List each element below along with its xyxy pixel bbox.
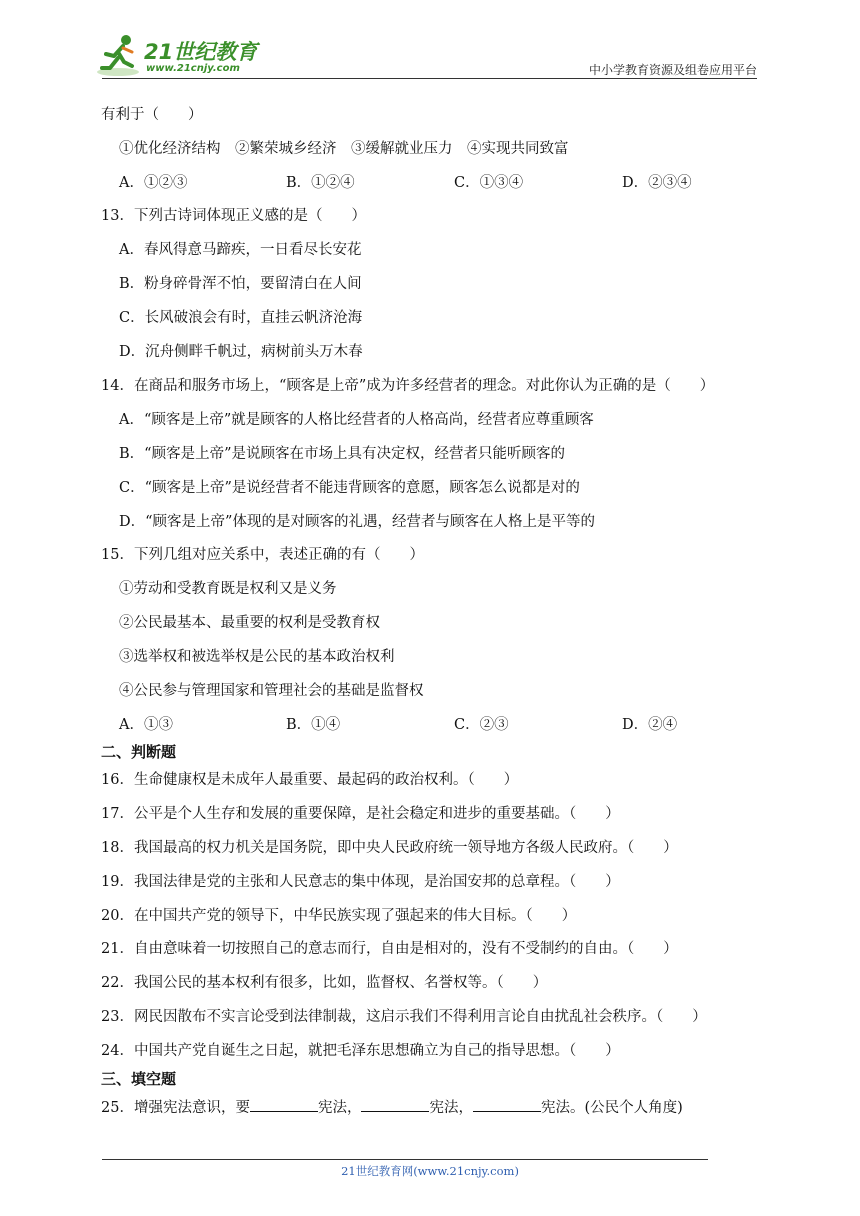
- q25-line: [101, 1097, 683, 1118]
- q25-blank-1[interactable]: [250, 1097, 318, 1112]
- judge-item-20: 20．在中国共产党的领导下，中华民族实现了强起来的伟大目标。（ ）: [101, 908, 577, 924]
- q25-part4: 宪法。(公民个人角度): [540, 1100, 683, 1116]
- q14-option-c: C．“顾客是上帝”是说经营者不能违背顾客的意愿，顾客怎么说都是对的: [119, 480, 580, 496]
- q15-option-c: C．②③: [454, 717, 509, 733]
- q15-option-a: A．①③: [119, 717, 173, 733]
- q25-part1: 25．增强宪法意识，要: [101, 1100, 250, 1116]
- judge-item-24: 24．中国共产党自诞生之日起，就把毛泽东思想确立为自己的指导思想。（ ）: [101, 1043, 620, 1059]
- q12-option-c: C．①③④: [454, 175, 524, 191]
- q12-option-b: B．①②④: [286, 175, 355, 191]
- q13-stem: 13．下列古诗词体现正义感的是（ ）: [101, 208, 366, 224]
- q13-option-d: D．沉舟侧畔千帆过，病树前头万木春: [119, 344, 363, 360]
- q13-option-b: B．粉身碎骨浑不怕，要留清白在人间: [119, 276, 362, 292]
- q14-stem: 14．在商品和服务市场上，“顾客是上帝”成为许多经营者的理念。对此你认为正确的是（ ）: [101, 378, 715, 394]
- q15-item-2: ②公民最基本、最重要的权利是受教育权: [119, 615, 380, 631]
- q12-option-a: A．①②③: [119, 175, 188, 191]
- q13-option-a: A．春风得意马蹄疾，一日看尽长安花: [119, 242, 362, 258]
- logo-title: 21世纪教育: [144, 40, 258, 64]
- q25-blank-3[interactable]: [473, 1097, 541, 1112]
- q12-tail: 有利于（ ）: [101, 107, 203, 123]
- q25-part2: 宪法，: [317, 1100, 362, 1116]
- footer-divider: [102, 1159, 708, 1160]
- q15-option-d: D．②④: [622, 717, 678, 733]
- q15-item-4: ④公民参与管理国家和管理社会的基础是监督权: [119, 683, 424, 699]
- header-divider: [102, 78, 757, 79]
- footer-link[interactable]: 21世纪教育网(www.21cnjy.com): [341, 1164, 519, 1178]
- q25-part3: 宪法，: [429, 1100, 473, 1116]
- q13-option-c: C．长风破浪会有时，直挂云帆济沧海: [119, 310, 363, 326]
- q14-option-d: D．“顾客是上帝”体现的是对顾客的礼遇，经营者与顾客在人格上是平等的: [119, 514, 595, 530]
- judge-item-19: 19．我国法律是党的主张和人民意志的集中体现，是治国安邦的总章程。（ ）: [101, 874, 620, 890]
- page-header: [0, 0, 860, 80]
- logo-url: www.21cnjy.com: [146, 63, 240, 74]
- site-logo: [96, 32, 266, 78]
- section-heading-judge: 二、判断题: [101, 743, 177, 761]
- q12-items: ①优化经济结构 ②繁荣城乡经济 ③缓解就业压力 ④实现共同致富: [119, 141, 569, 157]
- judge-item-23: 23．网民因散布不实言论受到法律制裁，这启示我们不得利用言论自由扰乱社会秩序。（ ）: [101, 1009, 707, 1025]
- platform-label: 中小学教育资源及组卷应用平台: [588, 63, 757, 77]
- q15-item-3: ③选举权和被选举权是公民的基本政治权利: [119, 649, 395, 665]
- judge-item-21: 21．自由意味着一切按照自己的意志而行，自由是相对的，没有不受制约的自由。（ ）: [101, 941, 678, 957]
- q14-option-a: A．“顾客是上帝”就是顾客的人格比经营者的人格高尚，经营者应尊重顾客: [119, 412, 594, 428]
- judge-item-22: 22．我国公民的基本权利有很多，比如，监督权、名誉权等。（ ）: [101, 975, 548, 991]
- q15-stem: 15．下列几组对应关系中，表述正确的有（ ）: [101, 547, 424, 563]
- q15-option-b: B．①④: [286, 717, 341, 733]
- q12-option-d: D．②③④: [622, 175, 692, 191]
- runner-logo-icon: [96, 32, 146, 78]
- judge-item-16: 16．生命健康权是未成年人最重要、最起码的政治权利。（ ）: [101, 772, 519, 788]
- judge-item-18: 18．我国最高的权力机关是国务院，即中央人民政府统一领导地方各级人民政府。（ ）: [101, 840, 678, 856]
- q14-option-b: B．“顾客是上帝”是说顾客在市场上具有决定权，经营者只能听顾客的: [119, 446, 565, 462]
- q15-item-1: ①劳动和受教育既是权利又是义务: [119, 581, 337, 597]
- section-heading-fill: 三、填空题: [101, 1070, 177, 1088]
- judge-item-17: 17．公平是个人生存和发展的重要保障，是社会稳定和进步的重要基础。（ ）: [101, 806, 620, 822]
- q25-blank-2[interactable]: [361, 1097, 429, 1112]
